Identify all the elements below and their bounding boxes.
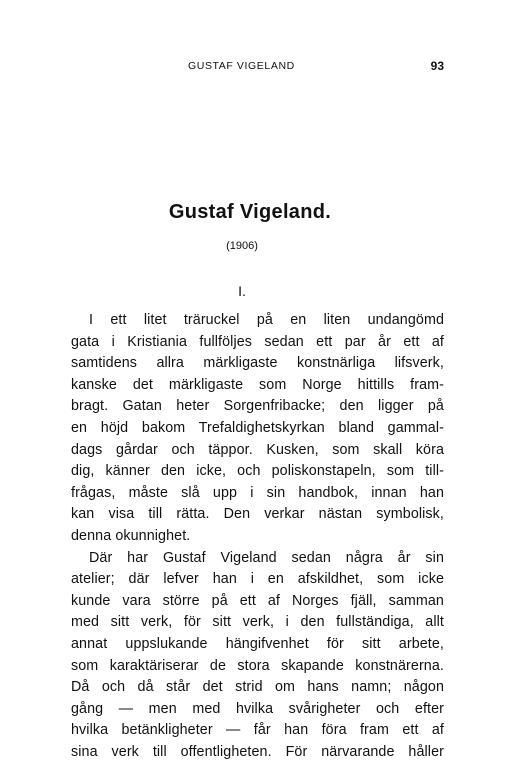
- text-line: gata i Kristiania fullföljes sedan ett par år ett af: [71, 333, 444, 350]
- text-line: Då och då står det strid om hans namn; någon: [71, 679, 444, 696]
- text-line: kan visa till rätta. Den verkar nästan symbolisk,: [71, 506, 444, 523]
- text-line: gång — men med hvilka svårigheter och efter: [71, 700, 444, 717]
- text-line: kunde vara större på ett af Norges fjäll, samman: [71, 592, 444, 609]
- body-text: [71, 310, 444, 763]
- text-line: sina verk till offentligheten. För närvarande håller: [71, 743, 444, 760]
- text-line: som karaktäriserar de stora skapande konstnärerna.: [71, 657, 444, 674]
- section-number: I.: [238, 283, 246, 299]
- text-line: en höjd bakom Trefaldighetskyrkan bland gammal-: [71, 419, 444, 436]
- text-line: bragt. Gatan heter Sorgenfribacke; den ligger på: [71, 398, 444, 415]
- chapter-year: (1906): [226, 240, 258, 252]
- text-line: dags gårdar och täppor. Kusken, som skall köra: [71, 441, 444, 458]
- text-line: hvilka betänkligheter — får han föra fram ett af: [71, 722, 444, 739]
- running-head: [0, 60, 520, 76]
- text-line: samtidens allra märkligaste konstnärliga lifsverk,: [71, 355, 444, 372]
- text-line: frågas, måste slå upp i sin handbok, innan han: [71, 484, 444, 501]
- text-line: I ett litet träruckel på en liten undangömd: [89, 312, 444, 328]
- text-line: denna okunnighet.: [71, 527, 191, 544]
- text-line: kanske det märkligaste som Norge hittills fram-: [71, 376, 444, 393]
- text-line: Där har Gustaf Vigeland sedan några år sin: [89, 549, 444, 566]
- chapter-title: Gustaf Vigeland.: [168, 201, 332, 223]
- text-line: atelier; där lefver han i en afskildhet, som icke: [71, 571, 444, 588]
- text-line: annat uppslukande hängifvenhet för sitt arbete,: [71, 635, 444, 652]
- page-number: 93: [430, 59, 444, 73]
- text-line: dig, känner den icke, och poliskonstapeln, som till-: [71, 463, 444, 480]
- running-head-title: GUSTAF VIGELAND: [188, 60, 295, 72]
- text-line: med sitt verk, för sitt verk, i den fullständiga, allt: [71, 614, 444, 631]
